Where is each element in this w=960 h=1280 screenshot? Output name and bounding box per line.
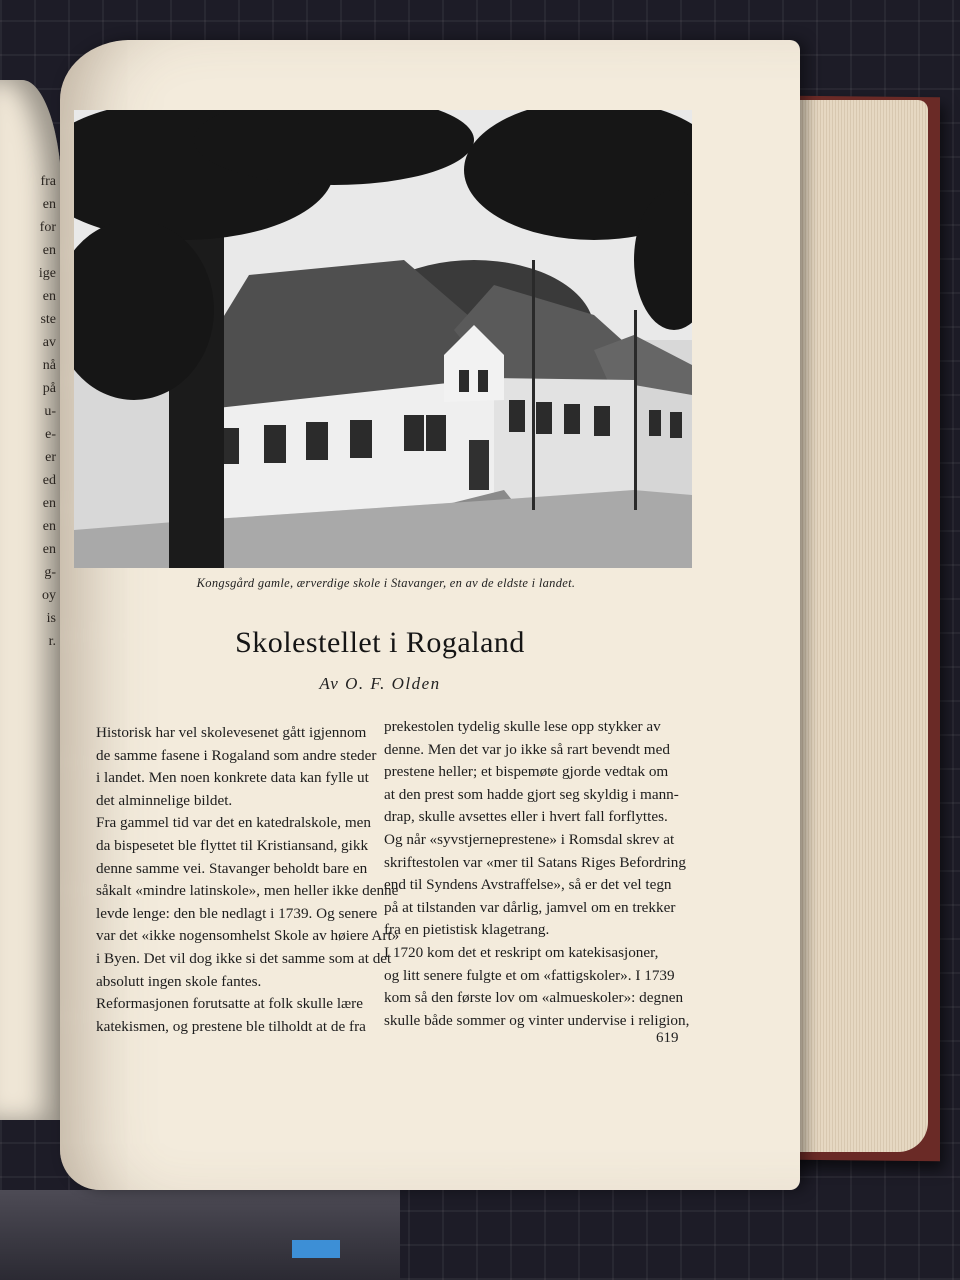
text-line: Reformasjonen forutsatte at folk skulle lære	[96, 995, 363, 1013]
text-column-left	[96, 722, 400, 1038]
left-page-fragment: en	[42, 289, 56, 304]
text-line: da bispesetet ble flyttet til Kristiansand, gikk	[96, 836, 369, 854]
text-line: skulle både sommer og vinter undervise i religion,	[384, 1011, 690, 1029]
left-page-fragment: en	[42, 519, 56, 534]
text-line: det alminnelige bildet.	[96, 791, 233, 809]
left-page-fragment: e-	[45, 427, 56, 442]
text-line: Historisk har vel skolevesenet gått igjennom	[96, 724, 367, 741]
text-line: i Byen. Det vil dog ikke si det samme som at det	[96, 949, 392, 967]
photo-caption: Kongsgård gamle, ærverdige skole i Stavanger, en av de eldste i landet.	[196, 576, 576, 590]
text-line: at den prest som hadde gjort seg skyldig i mann-	[384, 785, 679, 803]
left-page-text-fragments	[16, 170, 56, 653]
photo-illustration	[74, 110, 692, 568]
left-page-fragment: en	[42, 496, 56, 511]
page-number: 619	[656, 1030, 679, 1046]
left-page-fragment: u-	[44, 404, 56, 419]
left-page-fragment: av	[42, 335, 56, 350]
text-line: prekestolen tydelig skulle lese opp stykker av	[384, 718, 661, 735]
left-page-fragment: en	[42, 197, 56, 212]
left-page-fragment: oy	[42, 588, 56, 603]
author-byline: Av O. F. Olden	[319, 674, 441, 693]
table-surface	[0, 1190, 400, 1280]
left-page-fragment: is	[46, 611, 56, 626]
left-page-fragment: på	[42, 381, 56, 396]
text-line: denne. Men det var jo ikke så rart bevendt med	[384, 740, 670, 758]
left-page-fragment: fra	[40, 174, 56, 189]
blue-tab	[292, 1240, 340, 1258]
text-line: fra en pietistisk klagetrang.	[384, 921, 550, 939]
text-line: var det «ikke nogensomhelst Skole av høiere Art»	[96, 927, 400, 945]
left-page-fragment: r.	[48, 634, 56, 649]
text-line: absolutt ingen skole fantes.	[96, 972, 262, 990]
left-page-fragment: en	[42, 243, 56, 258]
left-page-fragment: ige	[38, 266, 56, 281]
text-line: katekismen, og prestene ble tilholdt at de fra	[96, 1017, 366, 1035]
text-line: og litt senere fulgte et om «fattigskoler». I 1739	[384, 966, 675, 984]
text-column-right	[384, 716, 698, 1032]
text-line: Og når «syvstjerneprestene» i Romsdal skrev at	[384, 830, 675, 848]
text-line: I 1720 kom det et reskript om katekisasjoner,	[384, 943, 659, 961]
text-line: såkalt «mindre latinskole», men heller ikke denne	[96, 882, 399, 900]
left-page-fragment: g-	[44, 565, 56, 580]
left-page-fragment: ed	[42, 473, 56, 488]
text-line: levde lenge: den ble nedlagt i 1739. Og senere	[96, 904, 378, 922]
text-line: de samme fasene i Rogaland som andre steder	[96, 746, 377, 764]
text-line: kom så den første lov om «almueskoler»: degnen	[384, 989, 684, 1007]
article-title: Skolestellet i Rogaland	[235, 626, 525, 659]
left-page-fragment: nå	[42, 358, 56, 373]
text-line: Fra gammel tid var det en katedralskole, men	[96, 814, 371, 832]
text-line: i landet. Men noen konkrete data kan fylle ut	[96, 769, 369, 787]
left-page	[0, 80, 62, 1120]
text-line: denne samme vei. Stavanger beholdt bare en	[96, 859, 368, 877]
left-page-fragment: er	[45, 450, 56, 465]
text-line: end til Syndens Avstraffelse», så er det vel tegn	[384, 876, 672, 894]
left-page-fragment: ste	[40, 312, 56, 327]
text-line: prestene heller; et bispemøte gjorde vedtak om	[384, 763, 669, 781]
text-line: drap, skulle avsettes eller i hvert fall forflyttes.	[384, 808, 668, 826]
school-building-photo	[74, 110, 692, 568]
left-page-fragment: en	[42, 542, 56, 557]
text-line: skriftestolen var «mer til Satans Riges Befordring	[384, 853, 686, 871]
text-line: på at tilstanden var dårlig, jamvel om en trekker	[384, 898, 676, 916]
left-page-fragment: for	[39, 220, 56, 235]
